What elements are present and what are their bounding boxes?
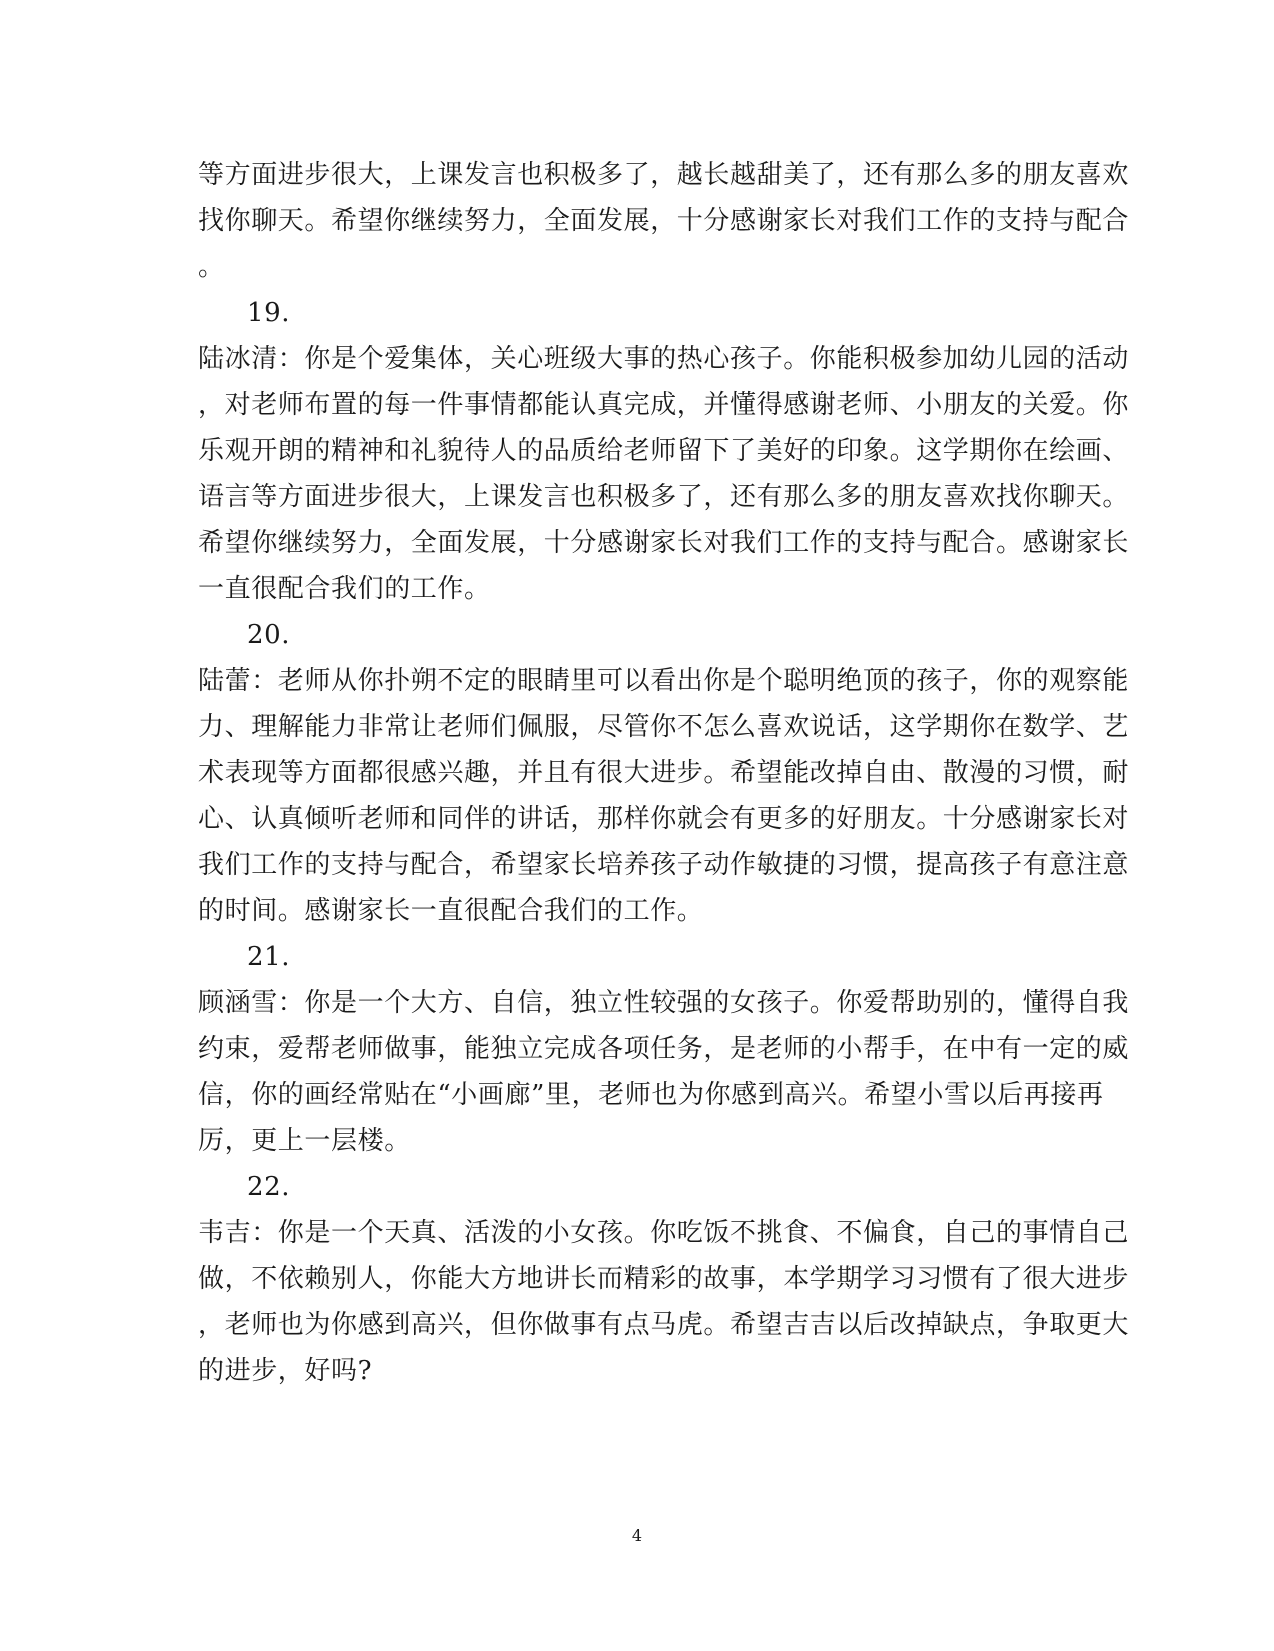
paragraph-line: 韦吉：你是一个天真、活泼的小女孩。你吃饭不挑食、不偏食，自己的事情自己	[198, 1218, 1130, 1248]
paragraph-line: ，对老师布置的每一件事情都能认真完成，并懂得感谢老师、小朋友的关爱。你	[198, 390, 1130, 420]
paragraph-line: ，老师也为你感到高兴，但你做事有点马虎。希望吉吉以后改掉缺点，争取更大	[198, 1310, 1130, 1340]
paragraph-line: 的进步，好吗?	[198, 1356, 373, 1386]
page-number: 4	[631, 1526, 643, 1545]
paragraph-line: 信，你的画经常贴在“小画廊”里，老师也为你感到高兴。希望小雪以后再接再	[198, 1080, 1104, 1110]
paragraph-line: 的时间。感谢家长一直很配合我们的工作。	[198, 896, 704, 926]
paragraph-line: 厉，更上一层楼。	[198, 1126, 411, 1156]
paragraph-line: 找你聊天。希望你继续努力，全面发展，十分感谢家长对我们工作的支持与配合	[198, 206, 1130, 236]
paragraph-line: 希望你继续努力，全面发展，十分感谢家长对我们工作的支持与配合。感谢家长	[198, 528, 1130, 558]
paragraph-line: 陆蕾：老师从你扑朔不定的眼睛里可以看出你是个聪明绝顶的孩子，你的观察能	[198, 666, 1130, 696]
entry-number: 19.	[247, 298, 291, 328]
paragraph-line: 陆冰清：你是个爱集体，关心班级大事的热心孩子。你能积极参加幼儿园的活动	[198, 344, 1130, 374]
paragraph-line: 力、理解能力非常让老师们佩服，尽管你不怎么喜欢说话，这学期你在数学、艺	[198, 712, 1130, 742]
entry-number: 20.	[247, 620, 291, 650]
paragraph-line: 语言等方面进步很大，上课发言也积极多了，还有那么多的朋友喜欢找你聊天。	[198, 482, 1130, 512]
paragraph-line: 乐观开朗的精神和礼貌待人的品质给老师留下了美好的印象。这学期你在绘画、	[198, 436, 1130, 466]
paragraph-line: 心、认真倾听老师和同伴的讲话，那样你就会有更多的好朋友。十分感谢家长对	[198, 804, 1130, 834]
paragraph-line: 一直很配合我们的工作。	[198, 574, 491, 604]
paragraph-line: 。	[198, 252, 225, 282]
entry-number: 21.	[247, 942, 291, 972]
paragraph-line: 做，不依赖别人，你能大方地讲长而精彩的故事，本学期学习习惯有了很大进步	[198, 1264, 1130, 1294]
paragraph-line: 约束，爱帮老师做事，能独立完成各项任务，是老师的小帮手，在中有一定的威	[198, 1034, 1130, 1064]
paragraph-line: 术表现等方面都很感兴趣，并且有很大进步。希望能改掉自由、散漫的习惯，耐	[198, 758, 1130, 788]
paragraph-line: 我们工作的支持与配合，希望家长培养孩子动作敏捷的习惯，提高孩子有意注意	[198, 850, 1130, 880]
entry-number: 22.	[247, 1172, 291, 1202]
paragraph-line: 顾涵雪：你是一个大方、自信，独立性较强的女孩子。你爱帮助别的，懂得自我	[198, 988, 1130, 1018]
paragraph-line: 等方面进步很大，上课发言也积极多了，越长越甜美了，还有那么多的朋友喜欢	[198, 160, 1130, 190]
